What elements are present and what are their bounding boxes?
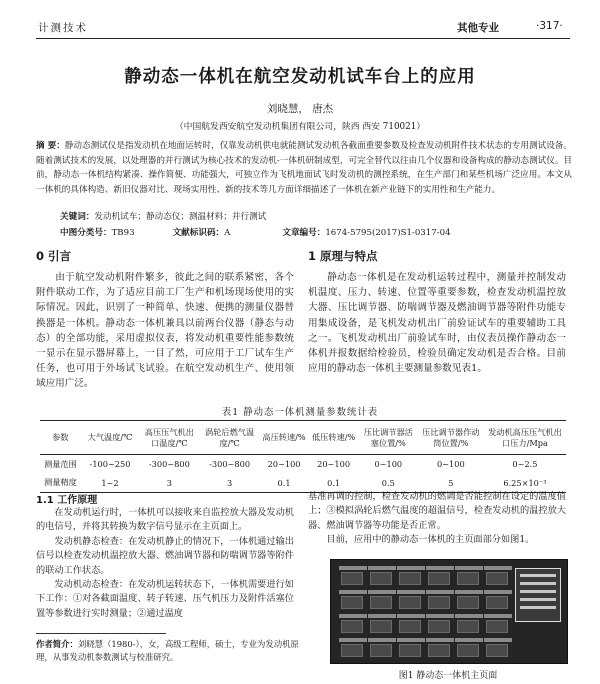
keywords-label: 关键词： <box>60 212 95 222</box>
table-header-cell: 高压转速/% <box>262 432 306 442</box>
table-header-cell: 参数 <box>52 432 69 442</box>
indicator-label <box>426 638 454 642</box>
indicator-cell <box>486 596 508 609</box>
table-cell: -300~800 <box>148 459 190 470</box>
affiliation: （中国航发西安航空发动机集团有限公司，陕西 西安 710021） <box>174 122 426 132</box>
table-cell: 测量范围 <box>44 458 77 469</box>
table-header-cell: 低压转速/% <box>311 432 356 442</box>
indicator-cell <box>399 620 421 633</box>
indicator-label <box>455 566 483 570</box>
status-line <box>520 590 556 593</box>
indicator-label <box>484 614 512 618</box>
section-1-heading: 1 原理与特点 <box>308 249 378 263</box>
indicator-cell <box>341 620 363 633</box>
figure-1-caption: 图1 静动态一体机主页面 <box>398 671 498 681</box>
indicator-cell <box>341 572 363 585</box>
indicator-cell <box>428 620 450 633</box>
section-0-heading: 0 引言 <box>36 249 72 263</box>
indicator-cell <box>399 596 421 609</box>
subsection-heading: 1.1 工作原理 <box>36 495 98 506</box>
footnote-text: 刘晓慧（1980-），女，高级工程师，硕士，专业为发动机原理，从事发动机参数测试与校准研究。 <box>36 639 299 662</box>
table-header-cell: 压比调节器作动筒位置/% <box>422 426 480 448</box>
indicator-cell <box>399 644 421 657</box>
paragraph: 发动机静态检查：在发动机静止的情况下，一体机通过输出信号以检查发动机温控放大器、燃油调节器和防喘调节器等附件的联动工作状态。 <box>36 535 294 576</box>
indicator-label <box>455 638 483 642</box>
header-rule <box>36 38 570 39</box>
table-cell: 测量精度 <box>44 477 77 488</box>
table-header-cell: 大气温度/℃ <box>87 432 133 442</box>
parameter-table <box>40 420 566 493</box>
author-footnote <box>36 638 306 664</box>
table-cell: 3 <box>226 477 233 488</box>
indicator-label <box>397 614 425 618</box>
indicator-label <box>426 590 454 594</box>
abstract <box>36 139 572 197</box>
indicator-label <box>339 614 367 618</box>
indicator-cell <box>370 572 392 585</box>
indicator-label <box>455 614 483 618</box>
paragraph: 目前，应用中的静动态一体机的主页面部分如图1。 <box>326 534 535 546</box>
table-header-cell: 高压压气机出口温度/℃ <box>144 426 194 448</box>
paragraph: 由于航空发动机附件繁多，彼此之间的联系紧密，各个附件联动工作，为了适应目前工厂生产和机场现场使用的实际情况。因此，识别了一种简单、快速、便携的测量仪器替换器是一体机。静动态一体机兼具以前两台仪器（静态与动态）的全部功能，采用虚拟仪表，将发动机重要性能参数统一显示在显示器屏幕上，一目了然，可应用于工厂试车生产任务，也可用于外场试飞试验。在航空发动机生产、使用领域应用广泛。 <box>36 272 294 390</box>
indicator-label <box>397 590 425 594</box>
instrument-status-panel <box>515 568 561 622</box>
section-label: 其他专业 <box>457 22 499 34</box>
indicator-cell <box>457 572 479 585</box>
indicator-label <box>426 614 454 618</box>
keywords-text: 发动机试车；静动态仪；测温材料；并行测试 <box>94 212 267 222</box>
table-cell: 0.1 <box>277 477 291 488</box>
table-cell: 1~2 <box>101 477 119 488</box>
table-header-cell: 压比调节器活塞位置/% <box>363 426 413 448</box>
classification-line <box>60 226 570 238</box>
table-cell: 0~100 <box>374 459 403 470</box>
indicator-cell <box>486 572 508 585</box>
indicator-label <box>368 590 396 594</box>
keywords <box>60 210 570 222</box>
indicator-cell <box>370 644 392 657</box>
indicator-cell <box>457 620 479 633</box>
indicator-label <box>397 638 425 642</box>
indicator-label <box>368 614 396 618</box>
table-header-cell: 涡轮后燃气温度/℃ <box>205 426 255 448</box>
indicator-cell <box>428 644 450 657</box>
table-cell: 0~100 <box>436 459 465 470</box>
table-header-row <box>40 421 566 455</box>
table-cell: 0.5 <box>381 477 395 488</box>
indicator-label <box>484 566 512 570</box>
article-value: 1674-5795(2017)S1-0317-04 <box>325 228 451 238</box>
journal-name: 计测技术 <box>38 22 88 34</box>
table-row <box>40 455 566 474</box>
indicator-cell <box>399 572 421 585</box>
indicator-cell <box>486 620 508 633</box>
footnote-rule <box>36 633 166 634</box>
table-cell: 20~100 <box>267 459 301 470</box>
status-line <box>520 582 556 585</box>
article-label: 文章编号： <box>282 228 326 238</box>
indicator-cell <box>370 620 392 633</box>
indicator-label <box>397 566 425 570</box>
indicator-cell <box>457 596 479 609</box>
abstract-text: 静动态测试仪是指发动机在地面运转时，仅靠发动机供电就能测试发动机各截面重要参数及检查发动机附件技术状态的专用测试设备。随着测试技术的发展，以处理器的并行测试为核心技术的发动机-一体机研制成型，可完全替代以往由几个仪器和设备构成的静动态测试仪。目前，静动态一体机结构紧凑、操作简便、功能强大，可独立作为飞机地面试飞时发动机的测控系统，在生产部门和某些机场广泛应用。本文从一体机的具体构造、新旧仪器对比、现场实用性、新的技术等几方面详细描述了一体机在新产业链下的实用性和生产能力。 <box>36 141 572 195</box>
section-1-body <box>308 270 566 376</box>
section-0-body <box>36 270 294 392</box>
table-header-cell: 发动机高压压气机出口压力/Mpa <box>488 426 562 448</box>
indicator-label <box>339 566 367 570</box>
table-cell: 0.1 <box>327 477 341 488</box>
paragraph: 基准再调的控制，检查发动机的燃调是否能控制在设定的温度值上；③模拟涡轮后燃气温度的超温信号，检查发动机的温控放大器、燃油调节器等功能是否正常。 <box>308 491 566 531</box>
indicator-label <box>426 566 454 570</box>
paragraph: 在发动机运行时，一体机可以接收来自监控放大器及发动机的电信号，并将其转换为数字信号显示在主页面上。 <box>36 507 294 533</box>
indicator-cell <box>370 596 392 609</box>
table-cell: 3 <box>166 477 172 488</box>
indicator-label <box>339 638 367 642</box>
indicator-label <box>368 638 396 642</box>
footnote-label: 作者简介： <box>36 639 78 649</box>
status-line <box>520 574 556 577</box>
doc-value: A <box>224 228 231 238</box>
indicator-label <box>484 590 512 594</box>
clc-value: TB93 <box>111 228 135 238</box>
indicator-cell <box>341 644 363 657</box>
indicator-cell <box>428 572 450 585</box>
authors: 刘晓慧， 唐杰 <box>266 103 334 115</box>
paragraph: 静动态一体机是在发动机运转过程中，测量并控制发动机温度、压力、转速、位置等重要参数，检查发动机温控放大器、压比调节器、防喘调节器及燃油调节器等附件功能专用集成设备，是飞机发动机出厂前验证试车的重要辅助工具之一。飞机发动机出厂前验试车时，由仪表员操作静动态一体机并报数据给检验员，检验员确定发动机是否合格。目前应用的静动态一体机主要测量参数见表1。 <box>308 272 566 375</box>
right-column-continuation <box>308 490 566 548</box>
indicator-cell <box>486 644 508 657</box>
figure-1-screenshot <box>330 559 568 664</box>
status-line <box>520 606 556 609</box>
subsection-body <box>36 506 294 621</box>
indicator-cell <box>428 596 450 609</box>
table-cell: -300~800 <box>209 459 251 470</box>
page-number: ·317· <box>536 20 563 32</box>
table-cell: 20~100 <box>317 459 351 470</box>
indicator-label <box>368 566 396 570</box>
doc-label: 文献标识码： <box>172 228 225 238</box>
table-cell: 6.25×10⁻³ <box>503 477 547 488</box>
indicator-label <box>455 590 483 594</box>
table-caption: 表1 静动态一体机测量参数统计表 <box>221 407 379 418</box>
paper-title: 静动态一体机在航空发动机试车台上的应用 <box>124 67 476 87</box>
abstract-label: 摘 要： <box>36 141 65 151</box>
indicator-label <box>484 638 512 642</box>
status-line <box>520 598 556 601</box>
indicator-cell <box>341 596 363 609</box>
indicator-label <box>339 590 367 594</box>
table-cell: 5 <box>448 477 454 488</box>
paragraph: 发动机动态检查：在发动机运转状态下，一体机需要进行如下工作：①对各截面温度、转子转速、压气机压力及附件活塞位置等参数进行实时测量；②通过温度 <box>36 579 294 619</box>
indicator-cell <box>457 644 479 657</box>
clc-label: 中图分类号： <box>60 228 112 238</box>
table-cell: -100~250 <box>89 459 131 470</box>
table-cell: 0~2.5 <box>512 459 538 470</box>
